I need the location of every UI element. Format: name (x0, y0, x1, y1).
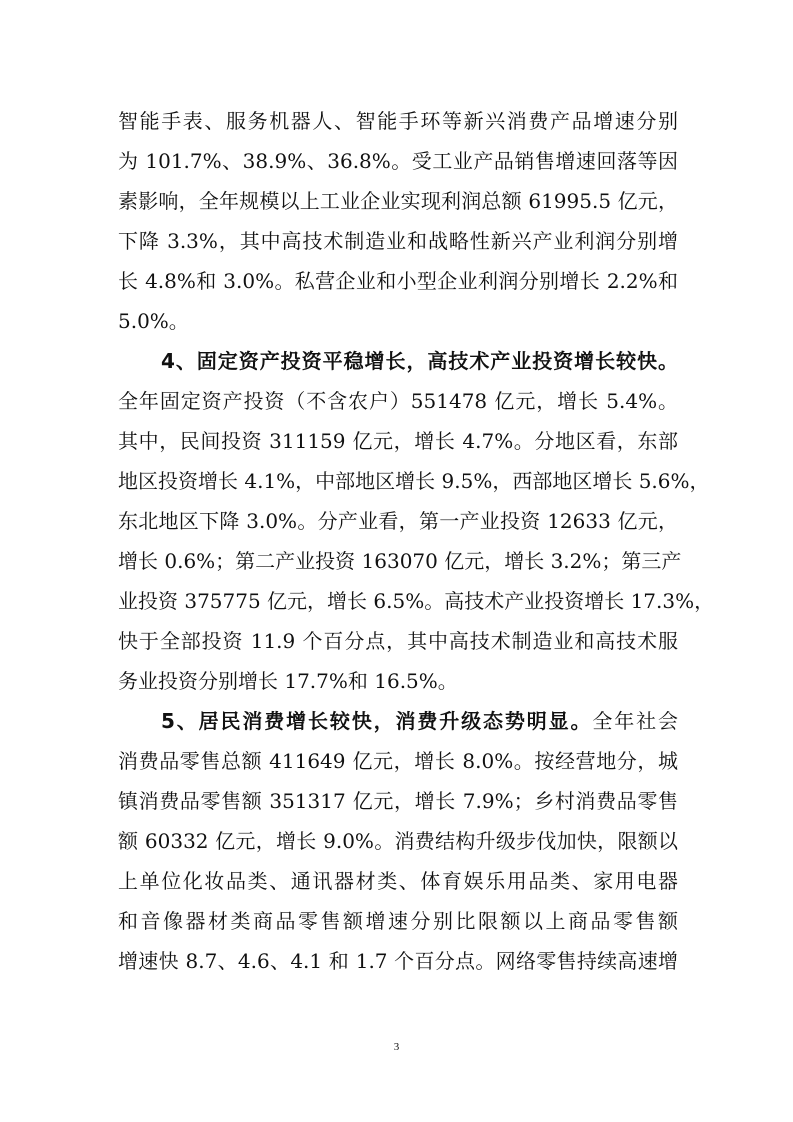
section-heading-text: 5、居民消费增长较快，消费升级态势明显。 (161, 709, 593, 733)
paragraph-line: 快于全部投资 11.9 个百分点，其中高技术制造业和高技术服 (118, 629, 678, 653)
paragraph-line: 上单位化妆品类、通讯器材类、体育娱乐用品类、家用电器 (118, 869, 678, 893)
paragraph-line: 务业投资分别增长 17.7%和 16.5%。 (118, 669, 458, 693)
paragraph-line: 素影响，全年规模以上工业企业实现利润总额 61995.5 亿元， (118, 189, 678, 213)
page-number: 3 (393, 1041, 400, 1053)
paragraph-line: 5.0%。 (118, 309, 189, 333)
section-heading (161, 343, 678, 379)
paragraph-line: 长 4.8%和 3.0%。私营企业和小型企业利润分别增长 2.2%和 (118, 269, 678, 293)
paragraph-line: 全年固定资产投资（不含农户）551478 亿元，增长 5.4%。 (118, 389, 678, 413)
paragraph-line: 增长 0.6%；第二产业投资 163070 亿元，增长 3.2%；第三产 (118, 549, 682, 573)
paragraph-line: 和音像器材类商品零售额增速分别比限额以上商品零售额 (118, 909, 678, 933)
paragraph-line: 为 101.7%、38.9%、36.8%。受工业产品销售增速回落等因 (118, 149, 678, 173)
paragraph-line: 额 60332 亿元，增长 9.0%。消费结构升级步伐加快，限额以 (118, 829, 678, 853)
paragraph-line: 增速快 8.7、4.6、4.1 和 1.7 个百分点。网络零售持续高速增 (118, 949, 678, 973)
paragraph-line: 东北地区下降 3.0%。分产业看，第一产业投资 12633 亿元， (118, 509, 678, 533)
paragraph-line: 下降 3.3%，其中高技术制造业和战略性新兴产业利润分别增 (118, 229, 678, 253)
paragraph-line: 其中，民间投资 311159 亿元，增长 4.7%。分地区看，东部 (118, 429, 678, 453)
paragraph-line: 智能手表、服务机器人、智能手环等新兴消费产品增速分别 (118, 109, 678, 133)
section-heading-text: 4、固定资产投资平稳增长，高技术产业投资增长较快。 (161, 349, 678, 373)
paragraph-line: 镇消费品零售额 351317 亿元，增长 7.9%；乡村消费品零售 (118, 789, 678, 813)
section-heading (161, 703, 678, 739)
paragraph-line: 消费品零售总额 411649 亿元，增长 8.0%。按经营地分，城 (118, 749, 678, 773)
paragraph-line: 业投资 375775 亿元，增长 6.5%。高技术产业投资增长 17.3%， (118, 589, 715, 613)
section-heading-continuation: 全年社会 (592, 709, 678, 733)
paragraph-line: 地区投资增长 4.1%，中部地区增长 9.5%，西部地区增长 5.6%， (118, 469, 710, 493)
